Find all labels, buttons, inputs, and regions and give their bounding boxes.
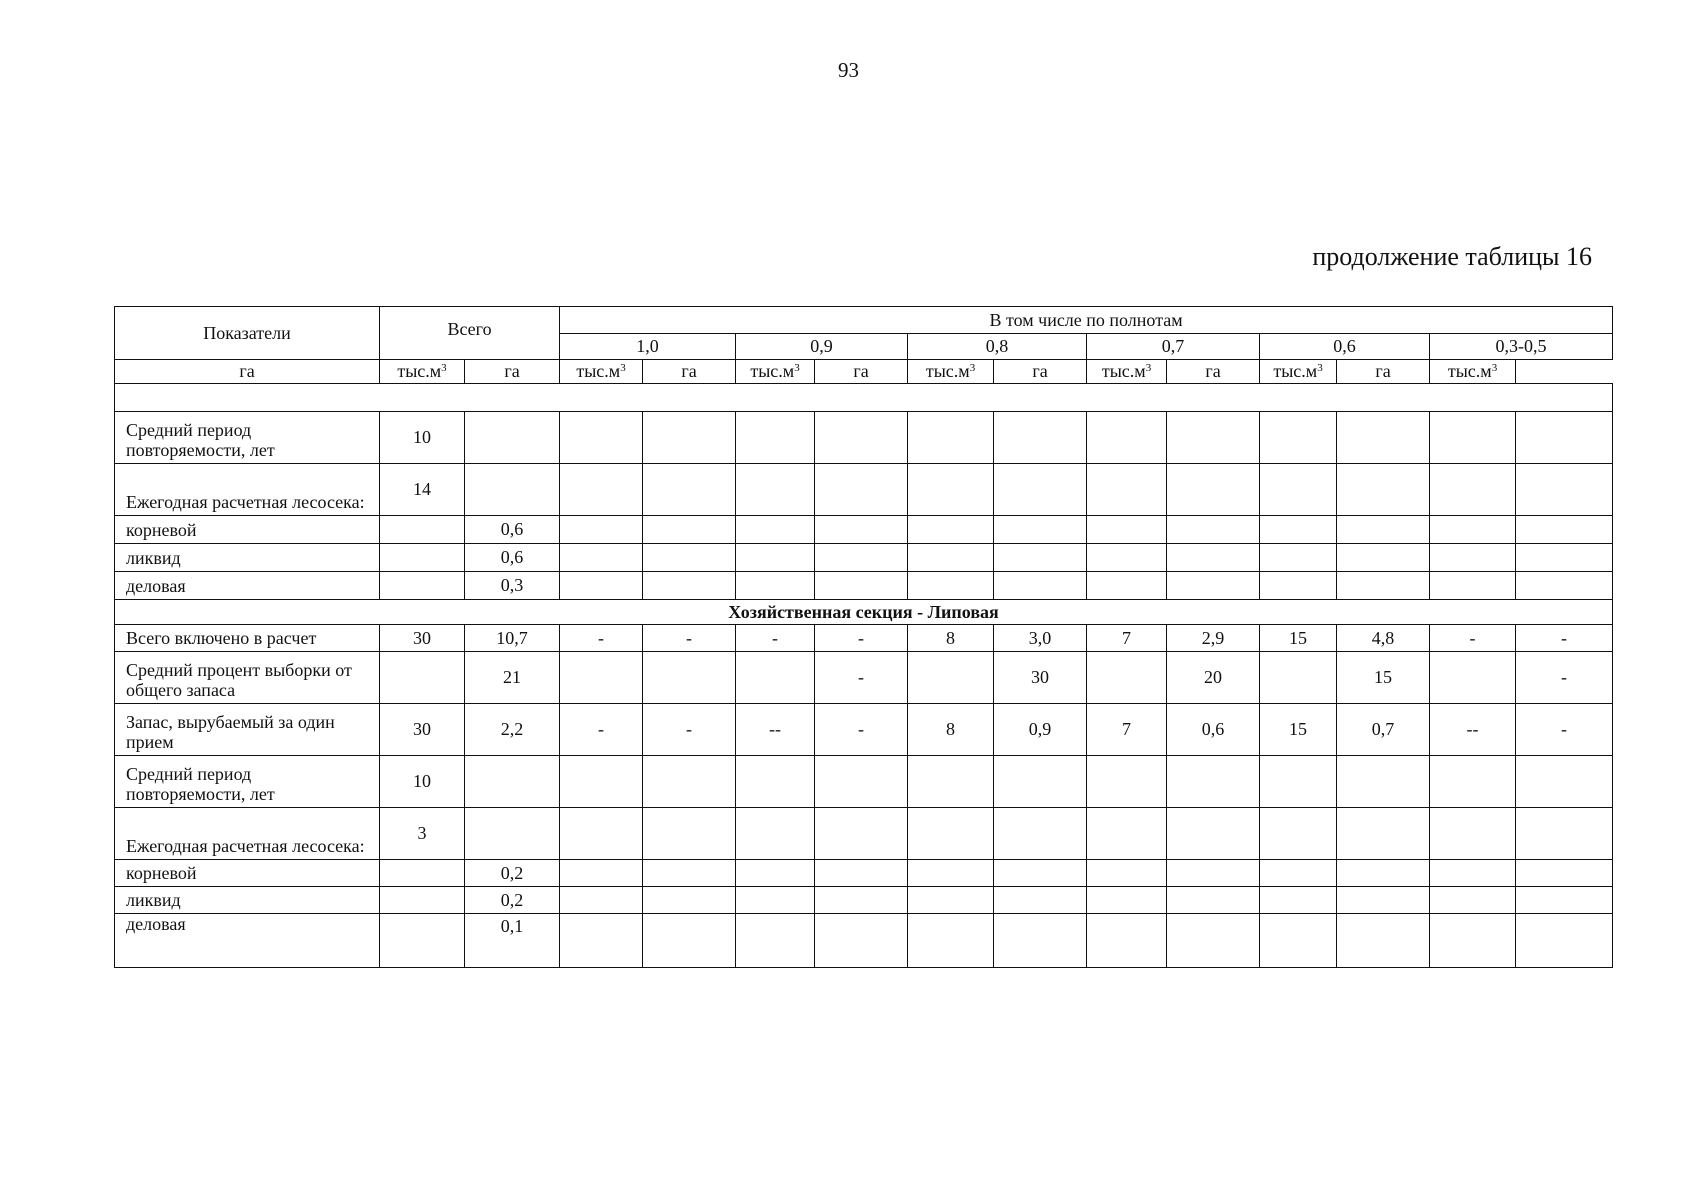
table-cell	[560, 860, 643, 887]
table-cell	[908, 808, 994, 860]
table-cell	[1337, 464, 1430, 516]
table-cell	[994, 808, 1087, 860]
table-cell: 30	[380, 625, 465, 652]
header-unit-volume: $тыс.м^3$	[560, 360, 643, 384]
table-row	[115, 887, 1613, 914]
table-cell	[1167, 914, 1260, 968]
header-unit-ha: га	[465, 360, 560, 384]
table-cell	[1516, 756, 1613, 808]
table-cell	[1516, 860, 1613, 887]
table-cell	[1337, 516, 1430, 544]
table-cell: 2,9	[1167, 625, 1260, 652]
table-cell	[815, 887, 908, 914]
table-cell	[1516, 887, 1613, 914]
table-cell	[1430, 516, 1516, 544]
table-cell	[736, 464, 815, 516]
table-row	[115, 412, 1613, 464]
table-cell	[1167, 860, 1260, 887]
table-cell	[736, 544, 815, 572]
table-cell: 0,6	[1167, 704, 1260, 756]
table-cell	[994, 914, 1087, 968]
table-cell	[815, 572, 908, 600]
table-cell	[380, 860, 465, 887]
table-row	[115, 516, 1613, 544]
table-cell	[994, 887, 1087, 914]
table-cell	[560, 887, 643, 914]
table-cell	[1087, 412, 1167, 464]
table-cell: -	[815, 625, 908, 652]
table-cell	[736, 652, 815, 704]
table-row	[115, 572, 1613, 600]
table-cell	[1260, 516, 1337, 544]
table-cell	[736, 756, 815, 808]
header-unit-volume: $тыс.м^3$	[736, 360, 815, 384]
table-cell	[994, 860, 1087, 887]
header-unit-ha: га	[643, 360, 736, 384]
table-cell	[1087, 756, 1167, 808]
table-cell	[736, 412, 815, 464]
table-cell	[1087, 572, 1167, 600]
table-cell	[643, 756, 736, 808]
page-number: 93	[838, 58, 859, 82]
table-cell	[1167, 544, 1260, 572]
table-cell	[1260, 808, 1337, 860]
table-cell	[908, 544, 994, 572]
header-unit-ha: га	[1167, 360, 1260, 384]
row-label: корневой	[115, 860, 380, 887]
header-unit-ha: га	[815, 360, 908, 384]
table-cell	[1087, 808, 1167, 860]
header-unit-ha: га	[994, 360, 1087, 384]
table-cell	[1087, 516, 1167, 544]
table-cell	[1430, 652, 1516, 704]
table-cell	[908, 464, 994, 516]
table-cell	[560, 412, 643, 464]
table-cell	[1260, 464, 1337, 516]
table-cell	[908, 516, 994, 544]
table-cell	[643, 860, 736, 887]
table-cell	[1430, 412, 1516, 464]
table-cell	[1516, 572, 1613, 600]
table-cell	[643, 652, 736, 704]
table-cell: -	[1516, 625, 1613, 652]
table-cell	[994, 544, 1087, 572]
table-cell	[643, 572, 736, 600]
table-cell	[1260, 412, 1337, 464]
table-cell: 3,0	[994, 625, 1087, 652]
header-density-6: 0,3-0,5	[1430, 334, 1613, 360]
table-cell: -	[1430, 625, 1516, 652]
table-cell: 21	[465, 652, 560, 704]
table-cell	[994, 464, 1087, 516]
table-cell	[736, 860, 815, 887]
table-cell: -	[1516, 652, 1613, 704]
table-cell	[1087, 860, 1167, 887]
table-row	[115, 860, 1613, 887]
table-cell: 30	[380, 704, 465, 756]
table-cell	[560, 808, 643, 860]
table-cell: 3	[380, 808, 465, 860]
table-cell	[1430, 914, 1516, 968]
table-cell	[994, 412, 1087, 464]
table-cell	[736, 808, 815, 860]
table-cell	[1260, 572, 1337, 600]
table-cell	[560, 464, 643, 516]
table-cell: 0,6	[465, 516, 560, 544]
table-cell: 0,7	[1337, 704, 1430, 756]
table-cell	[1430, 572, 1516, 600]
table-cell	[380, 516, 465, 544]
table-cell	[560, 516, 643, 544]
table-cell	[1260, 544, 1337, 572]
table-cell	[1337, 572, 1430, 600]
header-units-row	[115, 360, 1613, 384]
table-cell	[815, 914, 908, 968]
table-cell	[1516, 516, 1613, 544]
table-caption: продолжение таблицы 16	[1312, 242, 1592, 271]
table-cell: --	[1430, 704, 1516, 756]
table-cell	[380, 652, 465, 704]
header-indicators: Показатели	[115, 307, 380, 360]
table-cell	[1087, 464, 1167, 516]
header-unit-volume: $тыс.м^3$	[908, 360, 994, 384]
row-label: Средний период повторяемости, лет	[115, 412, 380, 464]
table-cell	[465, 464, 560, 516]
row-label: ликвид	[115, 887, 380, 914]
row-label: Средний период повторяемости, лет	[115, 756, 380, 808]
table-cell	[1087, 887, 1167, 914]
table-row	[115, 544, 1613, 572]
row-label: Всего включено в расчет	[115, 625, 380, 652]
table-row	[115, 625, 1613, 652]
header-density-1: 1,0	[560, 334, 736, 360]
table-cell: -	[560, 704, 643, 756]
table-cell: --	[736, 704, 815, 756]
row-label: Средний процент выборки от общего запаса	[115, 652, 380, 704]
table-cell	[815, 412, 908, 464]
table-cell: 20	[1167, 652, 1260, 704]
table-cell	[736, 914, 815, 968]
section-row	[115, 600, 1613, 625]
table-cell	[1260, 756, 1337, 808]
table-cell	[560, 544, 643, 572]
table-cell: 0,6	[465, 544, 560, 572]
table-cell: 15	[1260, 625, 1337, 652]
table-cell: 8	[908, 704, 994, 756]
table-cell	[1430, 887, 1516, 914]
table-cell	[1167, 464, 1260, 516]
table-cell	[908, 887, 994, 914]
table-cell	[908, 756, 994, 808]
table-cell	[1087, 914, 1167, 968]
table-cell	[1337, 756, 1430, 808]
empty-band-cell	[115, 384, 1613, 412]
header-unit-volume: $тыс.м^3$	[1260, 360, 1337, 384]
row-label: Ежегодная расчетная лесосека:	[115, 808, 380, 860]
table-cell	[643, 808, 736, 860]
header-unit-ha: га	[1337, 360, 1430, 384]
table-cell: -	[643, 625, 736, 652]
table-cell	[643, 412, 736, 464]
table-cell	[1260, 652, 1337, 704]
table-cell	[908, 572, 994, 600]
table-cell: 7	[1087, 704, 1167, 756]
table-cell	[815, 544, 908, 572]
table-cell: 0,3	[465, 572, 560, 600]
header-unit-volume: $тыс.м^3$	[1087, 360, 1167, 384]
empty-band-row	[115, 384, 1613, 412]
header-unit-ha: га	[115, 360, 380, 384]
table-cell	[643, 544, 736, 572]
table-cell	[1337, 412, 1430, 464]
table-cell	[1430, 464, 1516, 516]
table-cell	[1337, 808, 1430, 860]
table-cell	[1260, 914, 1337, 968]
table-cell	[908, 914, 994, 968]
header-by-density: В том числе по полнотам	[560, 307, 1613, 334]
table-cell	[1260, 887, 1337, 914]
table-cell	[1516, 464, 1613, 516]
table-row	[115, 756, 1613, 808]
table-cell: 15	[1337, 652, 1430, 704]
table-cell	[1167, 808, 1260, 860]
table-cell: 0,2	[465, 887, 560, 914]
table-cell	[465, 756, 560, 808]
table-cell	[1167, 412, 1260, 464]
table-cell	[643, 887, 736, 914]
table-cell	[1337, 914, 1430, 968]
table-cell: 15	[1260, 704, 1337, 756]
table-cell	[1167, 572, 1260, 600]
table-cell: 14	[380, 464, 465, 516]
header-density-3: 0,8	[908, 334, 1087, 360]
table-cell	[736, 572, 815, 600]
table-row	[115, 914, 1613, 968]
header-unit-volume: $тыс.м^3$	[1430, 360, 1516, 384]
table-cell: 0,2	[465, 860, 560, 887]
table-cell	[380, 914, 465, 968]
table-cell	[815, 808, 908, 860]
header-density-4: 0,7	[1087, 334, 1260, 360]
header-total: Всего	[380, 307, 560, 360]
header-density-5: 0,6	[1260, 334, 1430, 360]
table-cell	[1087, 544, 1167, 572]
row-label: деловая	[115, 914, 380, 968]
table-cell	[1260, 860, 1337, 887]
table-cell: 8	[908, 625, 994, 652]
header-unit-volume: $тыс.м^3$	[380, 360, 465, 384]
table-cell	[643, 914, 736, 968]
table-row	[115, 464, 1613, 516]
table-cell	[908, 860, 994, 887]
table-cell: 7	[1087, 625, 1167, 652]
table-cell	[560, 652, 643, 704]
table-cell	[1337, 544, 1430, 572]
table-cell: 0,1	[465, 914, 560, 968]
table-cell: -	[643, 704, 736, 756]
section-title: Хозяйственная секция - Липовая	[115, 600, 1613, 625]
row-label: ликвид	[115, 544, 380, 572]
table-cell: -	[736, 625, 815, 652]
table-cell	[815, 756, 908, 808]
table-cell: -	[560, 625, 643, 652]
row-label: деловая	[115, 572, 380, 600]
table-cell	[1430, 860, 1516, 887]
table-cell	[1167, 516, 1260, 544]
table-cell	[908, 412, 994, 464]
forest-inventory-table	[114, 306, 1613, 968]
table-cell	[1337, 887, 1430, 914]
row-label: Запас, вырубаемый за один прием	[115, 704, 380, 756]
table-cell	[1430, 808, 1516, 860]
table-cell: 30	[994, 652, 1087, 704]
header-row-1	[115, 307, 1613, 334]
table-row	[115, 808, 1613, 860]
table-row	[115, 704, 1613, 756]
table-cell: 10	[380, 756, 465, 808]
table-cell	[815, 464, 908, 516]
table-cell	[908, 652, 994, 704]
table-cell: -	[815, 652, 908, 704]
table-cell: -	[1516, 704, 1613, 756]
table-cell	[1516, 544, 1613, 572]
table-cell	[560, 572, 643, 600]
table-cell	[380, 887, 465, 914]
row-label: корневой	[115, 516, 380, 544]
table-cell	[994, 516, 1087, 544]
table-cell	[815, 860, 908, 887]
table-cell	[465, 412, 560, 464]
table-cell: 2,2	[465, 704, 560, 756]
table-cell	[815, 516, 908, 544]
table-cell	[380, 572, 465, 600]
table-cell	[1337, 860, 1430, 887]
table-cell	[994, 572, 1087, 600]
table-cell	[1087, 652, 1167, 704]
table-cell	[1430, 544, 1516, 572]
table-row	[115, 652, 1613, 704]
table-cell	[1516, 808, 1613, 860]
table-cell	[643, 464, 736, 516]
table-cell	[1167, 756, 1260, 808]
table-cell	[380, 544, 465, 572]
table-cell	[465, 808, 560, 860]
table-cell	[1430, 756, 1516, 808]
table-cell	[736, 516, 815, 544]
table-cell	[994, 756, 1087, 808]
row-label: Ежегодная расчетная лесосека:	[115, 464, 380, 516]
table-cell: -	[815, 704, 908, 756]
table-cell	[736, 887, 815, 914]
table-cell: 10,7	[465, 625, 560, 652]
table-cell: 10	[380, 412, 465, 464]
table-cell	[643, 516, 736, 544]
table-cell	[560, 914, 643, 968]
header-density-2: 0,9	[736, 334, 908, 360]
table-cell	[1516, 914, 1613, 968]
table-cell	[1167, 887, 1260, 914]
table-cell	[560, 756, 643, 808]
table-cell	[1516, 412, 1613, 464]
table-cell: 0,9	[994, 704, 1087, 756]
table-cell: 4,8	[1337, 625, 1430, 652]
